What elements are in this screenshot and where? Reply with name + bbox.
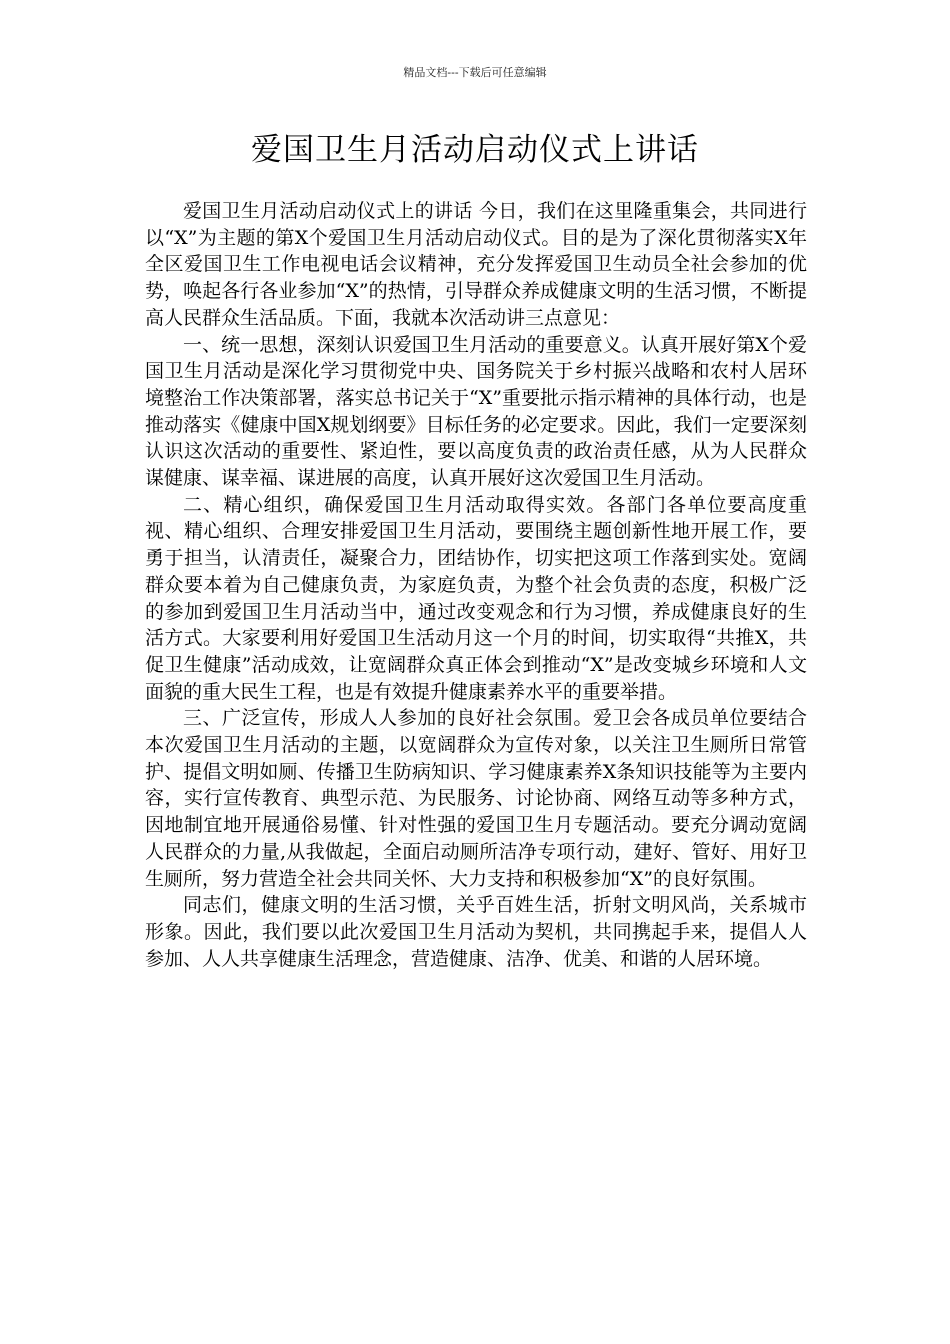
paragraph-point-two: 二、精心组织，确保爱国卫生月活动取得实效。各部门各单位要高度重视、精心组织、合理安排爱国卫生月活动，要围绕主题创新性地开展工作，要勇于担当，认清责任，凝聚合力，团结协作，切实把这项工作落到实处。宽阔群众要本着为自己健康负责，为家庭负责，为整个社会负责的态度，积极广泛的参加到爱国卫生月活动当中，通过改变观念和行为习惯，养成健康良好的生活方式。大家要利用好爱国卫生活动月这一个月的时间，切实取得“共推X，共促卫生健康”活动成效，让宽阔群众真正体会到推动“X”是改变城乡环境和人文面貌的重大民生工程，也是有效提升健康素养水平的重要举措。 <box>145 493 807 703</box>
document-body <box>145 198 807 972</box>
paragraph-point-three: 三、广泛宣传，形成人人参加的良好社会氛围。爱卫会各成员单位要结合本次爱国卫生月活动的主题，以宽阔群众为宣传对象，以关注卫生厕所日常管护、提倡文明如厕、传播卫生防病知识、学习健康素养X条知识技能等为主要内容，实行宣传教育、典型示范、为民服务、讨论协商、网络互动等多种方式，因地制宜地开展通俗易懂、针对性强的爱国卫生月专题活动。要充分调动宽阔人民群众的力量,从我做起，全面启动厕所洁净专项行动，建好、管好、用好卫生厕所，努力营造全社会共同关怀、大力支持和积极参加“X”的良好氛围。 <box>145 707 807 890</box>
paragraph-closing: 同志们，健康文明的生活习惯，关乎百姓生活，折射文明风尚，关系城市形象。因此，我们要以此次爱国卫生月活动为契机，共同携起手来，提倡人人参加、人人共享健康生活理念，营造健康、洁净、优美、和谐的人居环境。 <box>145 894 807 970</box>
paragraph-point-one: 一、统一思想，深刻认识爱国卫生月活动的重要意义。认真开展好第X个爱国卫生月活动是深化学习贯彻党中央、国务院关于乡村振兴战略和农村人居环境整治工作决策部署，落实总书记关于“X”重要批示指示精神的具体行动，也是推动落实《健康中国X规划纲要》目标任务的必定要求。因此，我们一定要深刻认识这次活动的重要性、紧迫性，要以高度负责的政治责任感，从为人民群众谋健康、谋幸福、谋进展的高度，认真开展好这次爱国卫生月活动。 <box>145 333 807 490</box>
paragraph-intro: 爱国卫生月活动启动仪式上的讲话 今日，我们在这里隆重集会，共同进行以“X”为主题的第X个爱国卫生月活动启动仪式。目的是为了深化贯彻落实X年全区爱国卫生工作电视电话会议精神，充分发挥爱国卫生动员全社会参加的优势，唤起各行各业参加“X”的热情，引导群众养成健康文明的生活习惯，不断提高人民群众生活品质。下面，我就本次活动讲三点意见： <box>145 200 807 329</box>
document-title: 爱国卫生月活动启动仪式上讲话 <box>251 132 699 168</box>
page-header-note: 精品文档---下载后可任意编辑 <box>403 66 547 79</box>
